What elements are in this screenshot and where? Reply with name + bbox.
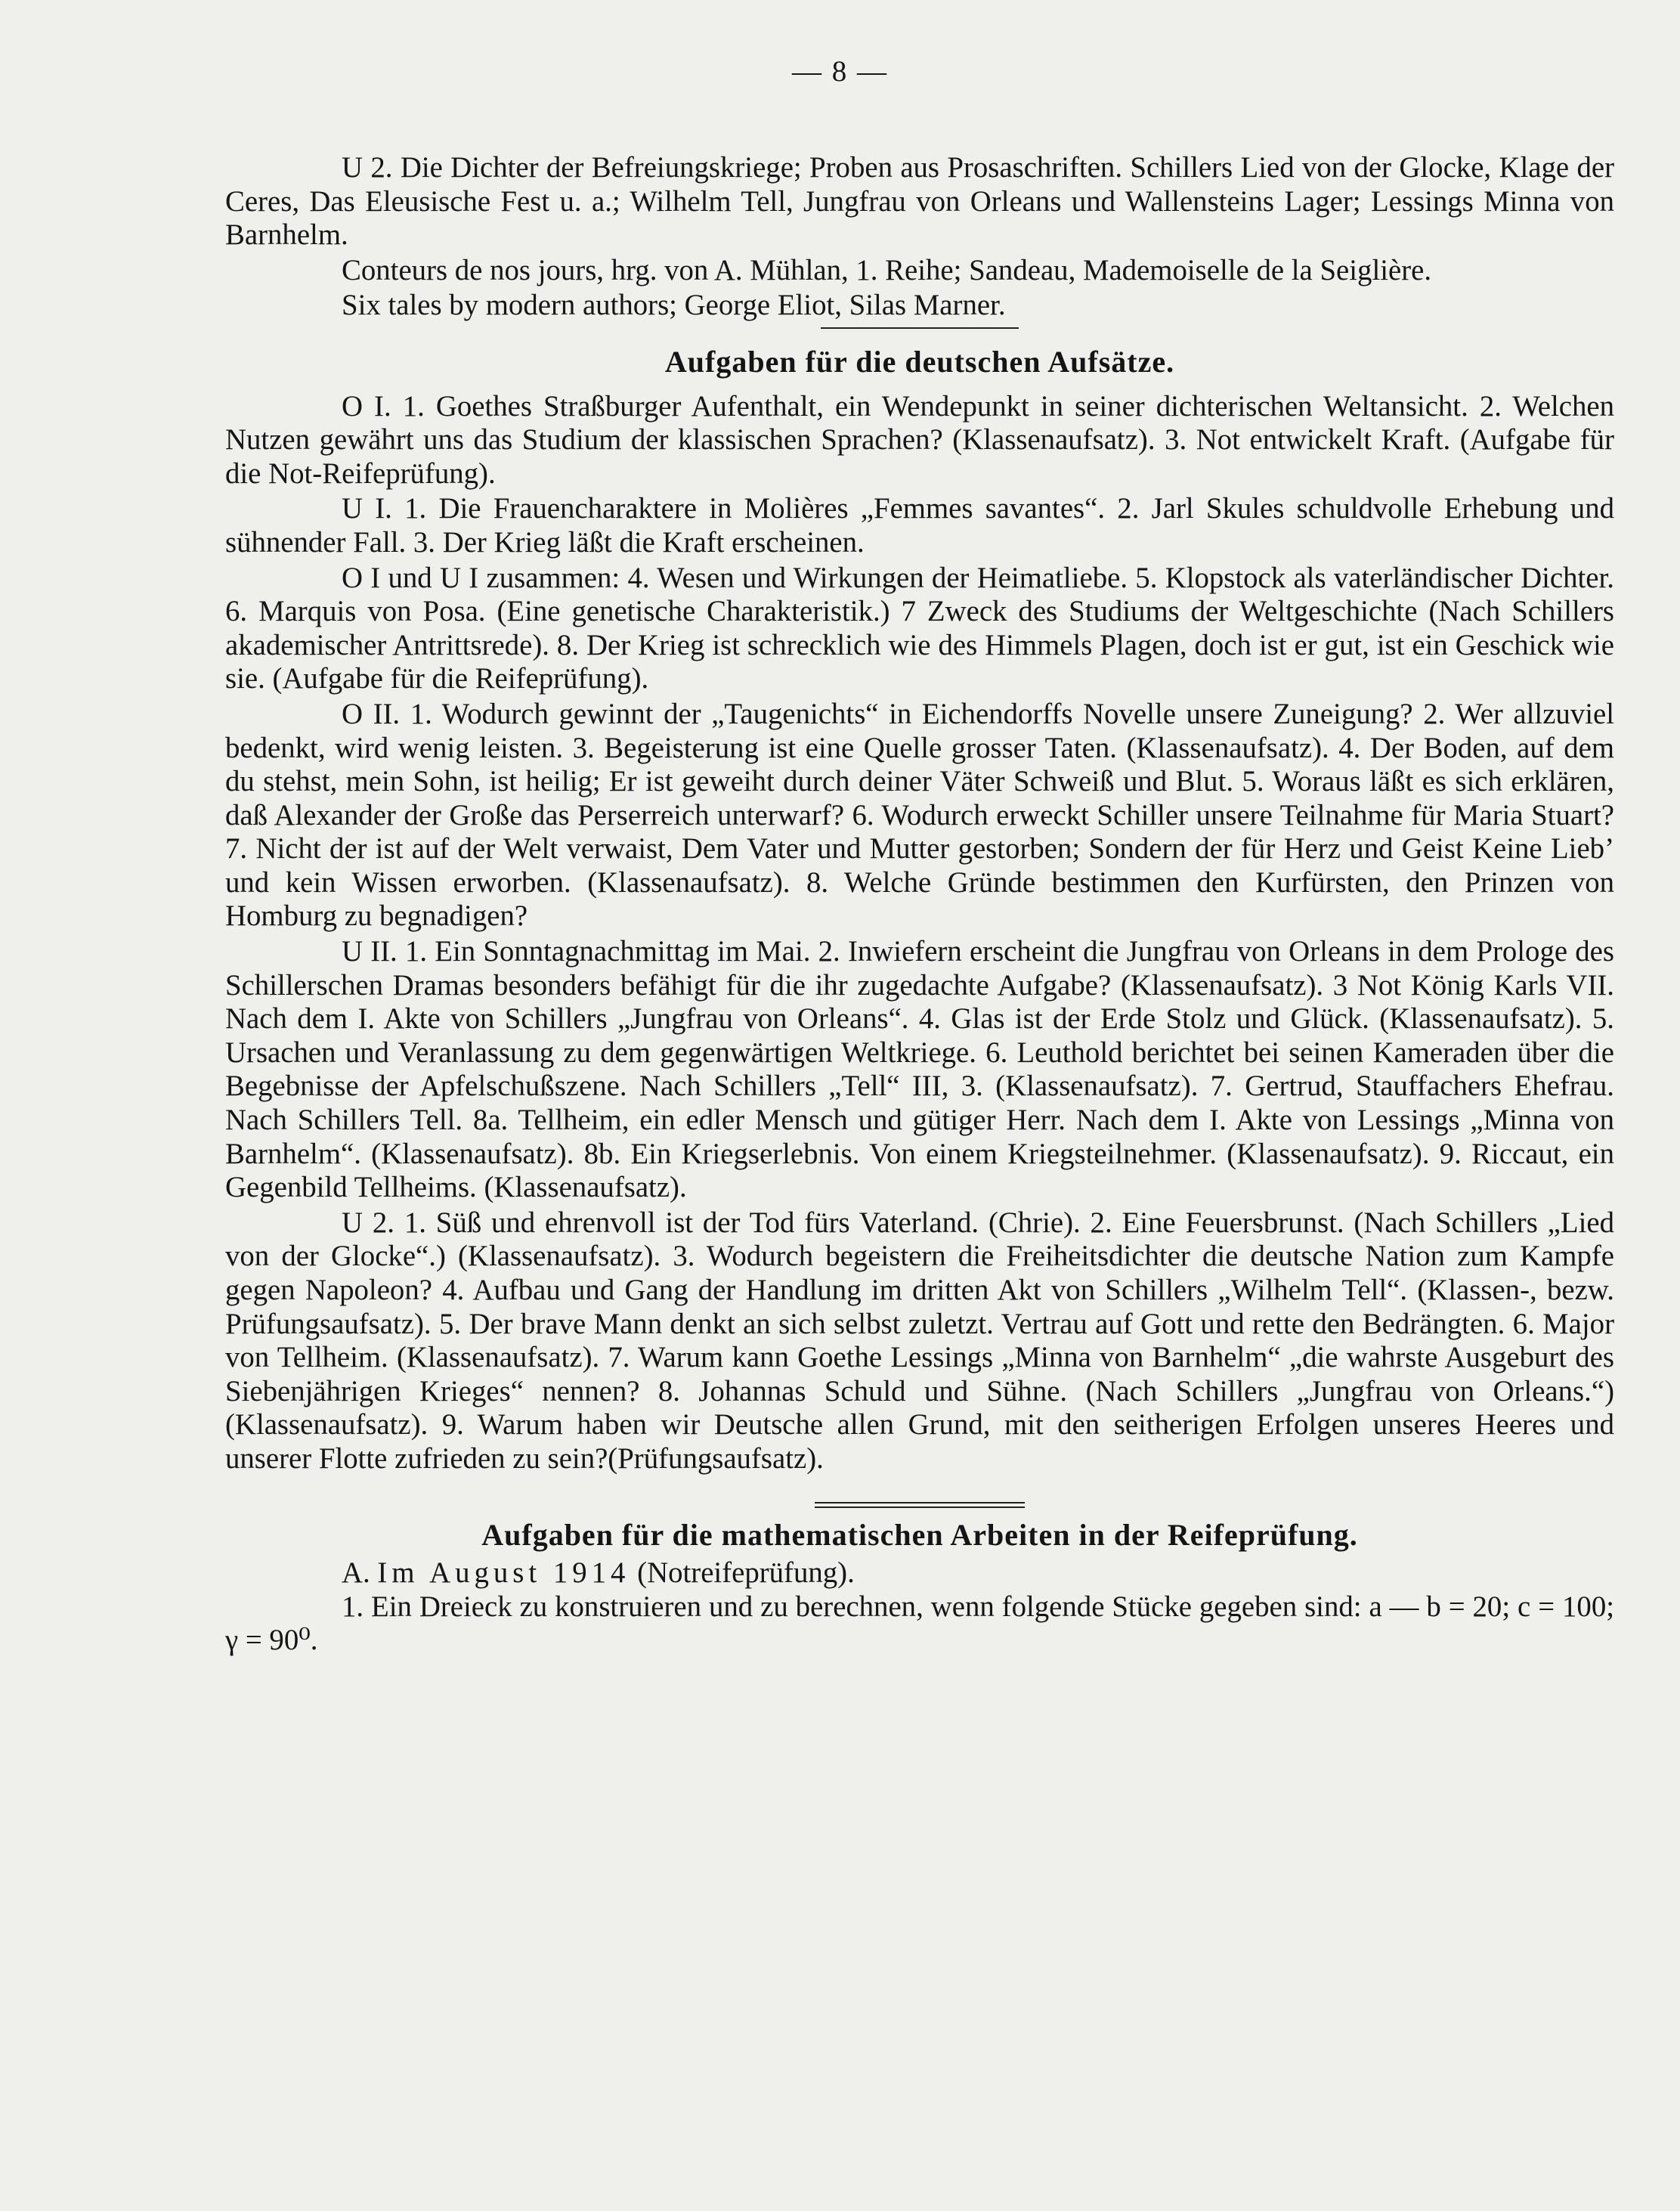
section-double-divider bbox=[815, 1502, 1025, 1508]
essays-u1: U I. 1. Die Frauencharaktere in Molières „Femmes savantes“. 2. Jarl Skules schuldvolle Erhebung und sühnender Fall. 3. Der Krieg läßt die Kraft erscheinen. bbox=[225, 492, 1614, 559]
essays-u2-class: U II. 1. Ein Sonntagnachmittag im Mai. 2. Inwiefern erscheint die Jungfrau von Orleans in dem Prologe des Schillerschen Dramas besonders befähigt für die ihr zugedachte Aufgabe? (Klassenaufsatz). 3 Not König Karls VII. Nach dem I. Akte von Schillers „Jungfrau von Orleans“. 4. Glas ist der Erde Stolz und Glück. (Klassenaufsatz). 5. Ursachen und Veranlassung zu dem gegenwärtigen Weltkriege. 6. Leuthold berichtet bei seinen Kameraden über die Begebnisse der Apfelschußszene. Nach Schillers „Tell“ III, 3. (Klassenaufsatz). 7. Gertrud, Stauffachers Ehefrau. Nach Schillers Tell. 8a. Tellheim, ein edler Mensch und gütiger Herr. Nach dem I. Akte von Lessings „Minna von Barnhelm“. (Klassenaufsatz). 8b. Ein Kriegserlebnis. Von einem Kriegsteilnehmer. (Klassenaufsatz). 9. Riccaut, ein Gegenbild Tellheims. (Klassenaufsatz). bbox=[225, 935, 1614, 1204]
math-section-date: Im August 1914 bbox=[377, 1556, 630, 1590]
page-number: — 8 — bbox=[792, 55, 888, 88]
section-divider bbox=[821, 327, 1019, 329]
heading-german-essays: Aufgaben für die deutschen Aufsätze. bbox=[664, 344, 1175, 379]
math-section-label: A. bbox=[342, 1556, 370, 1590]
page-body bbox=[225, 151, 1614, 1658]
math-section-a bbox=[225, 1556, 1614, 1590]
reading-list-u2: U 2. Die Dichter der Befreiungskriege; Proben aus Prosaschriften. Schillers Lied von der Glocke, Klage der Ceres, Das Eleusische Fest u. a.; Wilhelm Tell, Jungfrau von Orleans und Wallensteins Lager; Lessings Minna von Barnhelm. bbox=[225, 151, 1614, 252]
reading-list-english: Six tales by modern authors; George Eliot, Silas Marner. bbox=[342, 289, 1006, 322]
heading-math-tasks: Aufgaben für die mathematischen Arbeiten in der Reifeprüfung. bbox=[481, 1517, 1358, 1552]
essays-o1-u1-together: O I und U I zusammen: 4. Wesen und Wirkungen der Heimatliebe. 5. Klopstock als vaterländischer Dichter. 6. Marquis von Posa. (Eine genetische Charakteristik.) 7 Zweck des Studiums der Weltgeschichte (Nach Schillers akademischer Antrittsrede). 8. Der Krieg ist schrecklich wie des Himmels Plagen, doch ist er gut, ist ein Geschick wie sie. (Aufgabe für die Reifeprüfung). bbox=[225, 561, 1614, 695]
math-task-1: 1. Ein Dreieck zu konstruieren und zu berechnen, wenn folgende Stücke gegeben sind: a — b = 20; c = 100; γ = 90⁰. bbox=[225, 1590, 1614, 1657]
essays-u2: U 2. 1. Süß und ehrenvoll ist der Tod fürs Vaterland. (Chrie). 2. Eine Feuersbrunst. (Nach Schillers „Lied von der Glocke“.) (Klassenaufsatz). 3. Wodurch begeistern die Freiheitsdichter die deutsche Nation zum Kampfe gegen Napoleon? 4. Aufbau und Gang der Handlung im dritten Akt von Schillers „Wilhelm Tell“. (Klassen-, bezw. Prüfungsaufsatz). 5. Der brave Mann denkt an sich selbst zuletzt. Vertrau auf Gott und rette den Bedrängten. 6. Major von Tellheim. (Klassenaufsatz). 7. Warum kann Goethe Lessings „Minna von Barnhelm“ „die wahrste Ausgeburt des Siebenjährigen Krieges“ nennen? 8. Johannas Schuld und Sühne. (Nach Schillers „Jungfrau von Orleans.“) (Klassenaufsatz). 9. Warum haben wir Deutsche allen Grund, mit den seitherigen Erfolgen unseres Heeres und unserer Flotte zufrieden zu sein?(Prüfungsaufsatz). bbox=[225, 1206, 1614, 1475]
essays-o2: O II. 1. Wodurch gewinnt der „Taugenichts“ in Eichendorffs Novelle unsere Zuneigung? 2. Wer allzuviel bedenkt, wird wenig leisten. 3. Begeisterung ist eine Quelle grosser Taten. (Klassenaufsatz). 4. Der Boden, auf dem du stehst, mein Sohn, ist heilig; Er ist geweiht durch deiner Väter Schweiß und Blut. 5. Woraus läßt es sich erklären, daß Alexander der Große das Perserreich unterwarf? 6. Wodurch erweckt Schiller unsere Teilnahme für Maria Stuart? 7. Nicht der ist auf der Welt verwaist, Dem Vater und Mutter gestorben; Sondern der für Herz und Geist Keine Lieb’ und kein Wissen erworben. (Klassenaufsatz). 8. Welche Gründe bestimmen den Kurfürsten, den Prinzen von Homburg zu begnadigen? bbox=[225, 697, 1614, 933]
reading-list-french: Conteurs de nos jours, hrg. von A. Mühlan, 1. Reihe; Sandeau, Mademoiselle de la Seiglière. bbox=[342, 253, 1432, 286]
math-section-note: (Notreifeprüfung). bbox=[637, 1556, 855, 1590]
essays-o1: O I. 1. Goethes Straßburger Aufenthalt, ein Wendepunkt in seiner dichterischen Weltansicht. 2. Welchen Nutzen gewährt uns das Studium der klassischen Sprachen? (Klassenaufsatz). 3. Not entwickelt Kraft. (Aufgabe für die Not-Reifeprüfung). bbox=[225, 389, 1614, 490]
